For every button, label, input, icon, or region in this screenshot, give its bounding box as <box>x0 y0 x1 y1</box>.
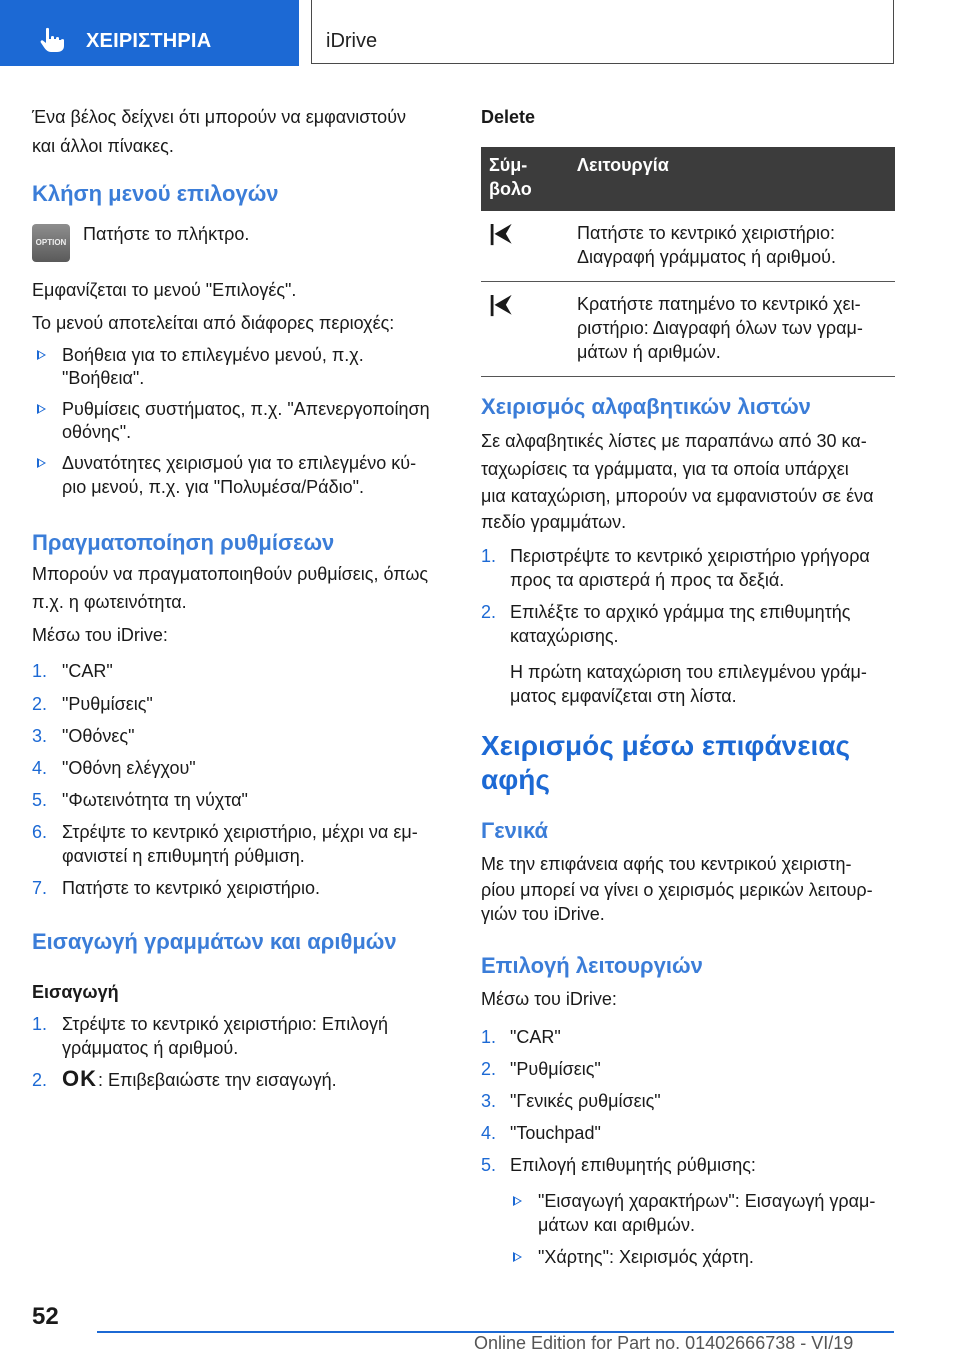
intro-line-1: Ένα βέλος δείχνει ότι μπορούν να εμφανιστούν <box>32 107 407 127</box>
bullet-arrow-icon <box>513 1196 522 1206</box>
bullet-2-line-1: Ρυθμίσεις συστήματος, π.χ. "Απενεργοποίηση <box>62 399 430 419</box>
step-text: Επιλέξτε το αρχικό γράμμα της επιθυμητής <box>510 602 851 622</box>
heading-alphabetic-lists: Χειρισμός αλφαβητικών λιστών <box>481 394 811 419</box>
function-cell <box>569 211 895 282</box>
step-text: Πατήστε το κεντρικό χειριστήριο. <box>62 878 320 898</box>
step-number: 2. <box>32 1070 48 1090</box>
step-number: 5. <box>32 790 48 810</box>
section-title: ΧΕΙΡΙΣΤΗΡΙΑ <box>86 30 212 52</box>
step-text: "Ρυθμίσεις" <box>510 1059 601 1079</box>
option-button-icon <box>32 224 70 262</box>
alpha-line-4: πεδίο γραμμάτων. <box>481 512 627 532</box>
step-text: "Οθόνες" <box>62 726 135 746</box>
menu-shown-text: Εμφανίζεται το μενού "Επιλογές". <box>32 280 297 300</box>
row-2-line-3: μάτων ή αριθμών. <box>577 342 721 362</box>
press-key-text: Πατήστε το πλήκτρο. <box>83 224 250 244</box>
symbol-cell <box>481 282 569 377</box>
table-header-row <box>481 147 895 211</box>
settings-line-1: Μπορούν να πραγματοποιηθούν ρυθμίσεις, όπως <box>32 564 429 584</box>
edition-text: Online Edition for Part no. 01402666738 - VI/19 <box>474 1333 854 1353</box>
step-text: "CAR" <box>510 1027 561 1047</box>
step-text: : Επιβεβαιώστε την εισαγωγή. <box>98 1070 337 1090</box>
bullet-3-line-2: ριο μενού, π.χ. για "Πολυμέσα/Ράδιο". <box>62 477 364 497</box>
settings-line-2: π.χ. η φωτεινότητα. <box>32 592 187 612</box>
heading-input: Εισαγωγή <box>32 982 119 1002</box>
step-text: Στρέψτε το κεντρικό χειριστήριο: Επιλογή <box>62 1014 389 1034</box>
heading-touchpad-line-1: Χειρισμός μέσω επιφάνειας <box>481 730 851 761</box>
general-line-2: ρίου μπορεί να γίνει ο χειρισμός μερικών λειτουρ- <box>481 880 873 900</box>
step-number: 7. <box>32 878 48 898</box>
step-number: 1. <box>481 546 497 566</box>
section-tab <box>0 0 299 66</box>
bullet-1-line-1: Βοήθεια για το επιλεγμένο μενού, π.χ. <box>62 345 364 365</box>
table-row <box>481 282 895 377</box>
symbol-table <box>481 147 895 377</box>
heading-select-functions: Επιλογή λειτουργιών <box>481 953 703 978</box>
delete-icon: |⮜ <box>489 291 511 316</box>
bullet-3-line-1: Δυνατότητες χειρισμού για το επιλεγμένο κύ- <box>62 453 417 473</box>
step-text: "Οθόνη ελέγχου" <box>62 758 196 778</box>
step-text: "Φωτεινότητα τη νύχτα" <box>62 790 248 810</box>
step-text: Περιστρέψτε το κεντρικό χειριστήριο γρήγορα <box>510 546 870 566</box>
step-number: 1. <box>32 661 48 681</box>
step-text: "Ρυθμίσεις" <box>62 694 153 714</box>
header-symbol-line-2: βολο <box>489 179 532 199</box>
alpha-line-3: μια καταχώριση, μπορούν να εμφανιστούν σε ένα <box>481 486 874 506</box>
heading-options-menu: Κλήση μενού επιλογών <box>32 181 279 206</box>
general-line-1: Με την επιφάνεια αφής του κεντρικού χειριστη- <box>481 854 852 874</box>
step-number: 2. <box>32 694 48 714</box>
delete-icon: |⮜ <box>489 220 511 245</box>
step-text: γράμματος ή αριθμού. <box>62 1038 239 1058</box>
bullet-2-line-2: οθόνης". <box>62 422 132 442</box>
step-text: "Touchpad" <box>510 1123 601 1143</box>
heading-settings: Πραγματοποίηση ρυθμίσεων <box>32 530 335 555</box>
bullet-arrow-icon <box>37 350 46 360</box>
table-header-symbol <box>481 147 569 211</box>
row-2-line-1: Κρατήστε πατημένο το κεντρικό χει- <box>577 294 861 314</box>
step-number: 3. <box>481 1091 497 1111</box>
heading-touchpad-line-2: αφής <box>481 764 550 795</box>
chapter-box <box>311 0 894 64</box>
table-row <box>481 211 895 282</box>
step-number: 1. <box>32 1014 48 1034</box>
step-number: 1. <box>481 1027 497 1047</box>
bullet-arrow-icon <box>37 404 46 414</box>
row-1-line-2: Διαγραφή γράμματος ή αριθμού. <box>577 247 836 267</box>
step-text: "Γενικές ρυθμίσεις" <box>510 1091 661 1111</box>
step-text: προς τα αριστερά ή προς τα δεξιά. <box>510 570 785 590</box>
step-number: 2. <box>481 1059 497 1079</box>
alpha-note-line-2: ματος εμφανίζεται στη λίστα. <box>510 686 737 706</box>
alpha-note-line-1: Η πρώτη καταχώριση του επιλεγμένου γράμ- <box>510 662 867 682</box>
hand-pointer-icon <box>40 27 70 53</box>
bullet-1-line-2: "Βοήθεια". <box>62 368 145 388</box>
row-1-line-1: Πατήστε το κεντρικό χειριστήριο: <box>577 223 835 243</box>
bullet-arrow-icon <box>37 458 46 468</box>
step-number: 5. <box>481 1155 497 1175</box>
heading-letter-entry: Εισαγωγή γραμμάτων και αριθμών <box>32 929 397 954</box>
general-line-3: γιών του iDrive. <box>481 904 605 924</box>
heading-delete: Delete <box>481 107 536 127</box>
step-text: Στρέψτε το κεντρικό χειριστήριο, μέχρι να εμ- <box>62 822 418 842</box>
alpha-line-2: ταχωρίσεις τα γράμματα, για τα οποία υπάρχει <box>481 459 849 479</box>
step-text: Επιλογή επιθυμητής ρύθμισης: <box>510 1155 756 1175</box>
ok-symbol-icon: OK <box>62 1066 97 1091</box>
step-number: 4. <box>32 758 48 778</box>
via-idrive-text: Μέσω του iDrive: <box>481 989 617 1009</box>
touch-bullet-2: "Χάρτης": Χειρισμός χάρτη. <box>538 1247 754 1267</box>
via-idrive-text: Μέσω του iDrive: <box>32 625 168 645</box>
step-number: 2. <box>481 602 497 622</box>
chapter-title: iDrive <box>326 30 378 52</box>
step-text: "CAR" <box>62 661 113 681</box>
bullet-arrow-icon <box>513 1252 522 1262</box>
intro-line-2: και άλλοι πίνακες. <box>32 136 174 156</box>
table-header-function: Λειτουργία <box>569 147 895 211</box>
step-number: 4. <box>481 1123 497 1143</box>
step-text: φανιστεί η επιθυμητή ρύθμιση. <box>62 846 305 866</box>
step-text: καταχώρισης. <box>510 626 619 646</box>
function-cell <box>569 282 895 377</box>
touch-bullet-1-line-2: μάτων και αριθμών. <box>538 1215 695 1235</box>
header-symbol-line-1: Σύμ- <box>489 155 528 175</box>
page-number: 52 <box>32 1303 59 1330</box>
page-header <box>0 0 960 66</box>
alpha-line-1: Σε αλφαβητικές λίστες με παραπάνω από 30 κα- <box>481 431 867 451</box>
touch-bullet-1-line-1: "Εισαγωγή χαρακτήρων": Εισαγωγή γραμ- <box>538 1191 876 1211</box>
row-2-line-2: ριστήριο: Διαγραφή όλων των γραμ- <box>577 318 863 338</box>
step-number: 3. <box>32 726 48 746</box>
option-button-label: OPTION <box>35 238 67 247</box>
step-number: 6. <box>32 822 48 842</box>
symbol-cell <box>481 211 569 282</box>
heading-general: Γενικά <box>481 818 549 843</box>
menu-areas-text: Το μενού αποτελείται από διάφορες περιοχές: <box>32 313 395 333</box>
